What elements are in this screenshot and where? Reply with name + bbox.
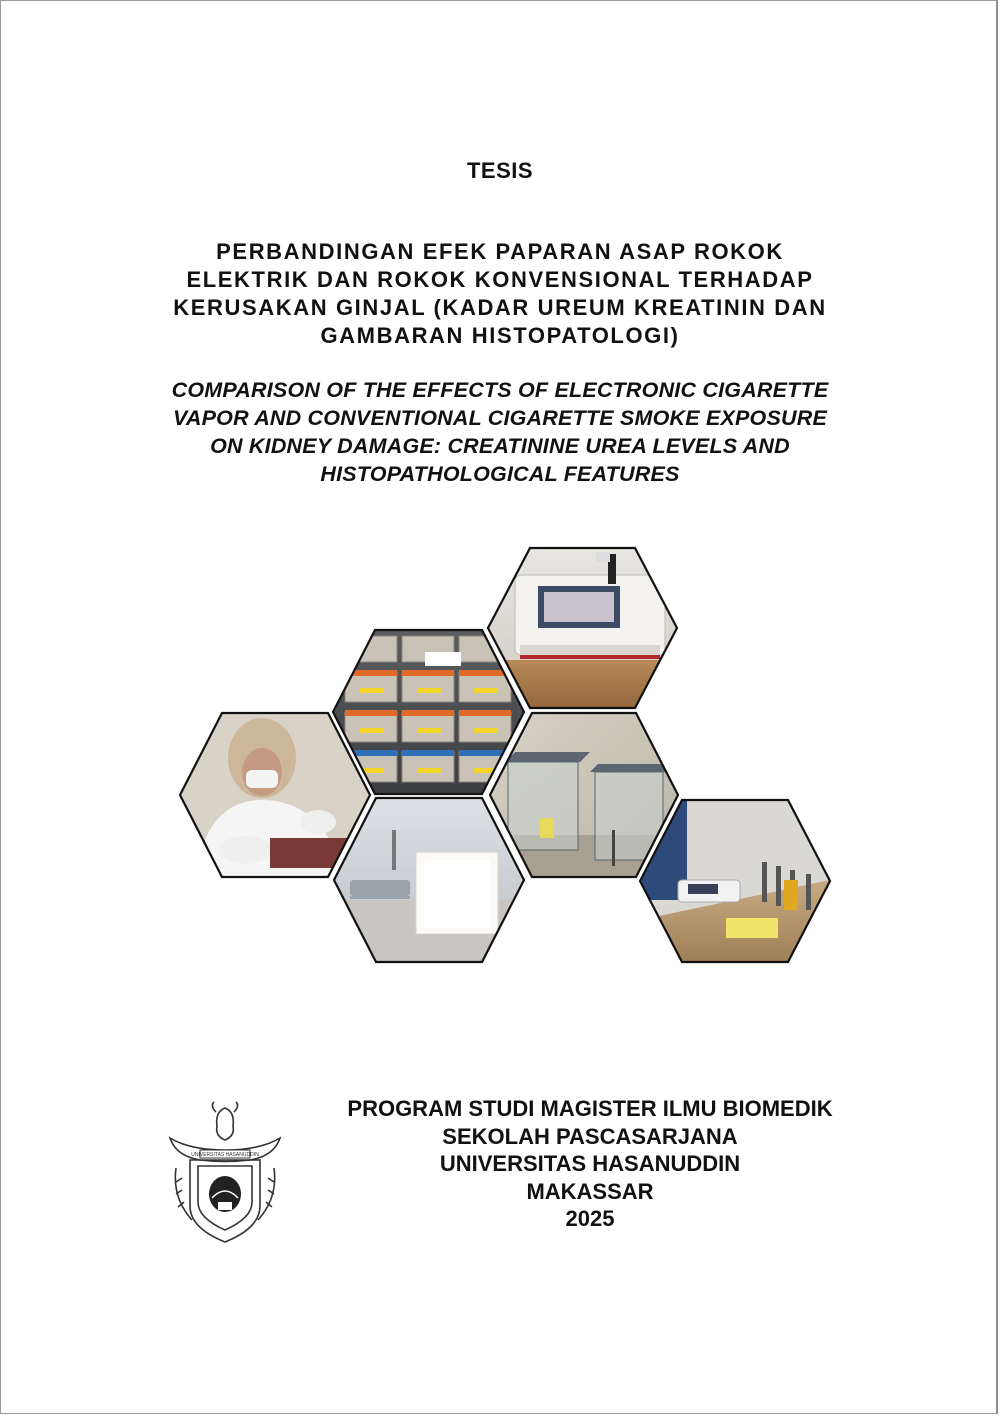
title-en-line: HISTOPATHOLOGICAL FEATURES <box>320 462 680 486</box>
title-indonesian <box>90 238 910 350</box>
university-name: UNIVERSITAS HASANUDDIN <box>439 1151 741 1176</box>
title-id-line: GAMBARAN HISTOPATOLOGI) <box>320 323 680 348</box>
program-name: PROGRAM STUDI MAGISTER ILMU BIOMEDIK <box>347 1096 833 1121</box>
publication-year: 2025 <box>565 1206 615 1231</box>
title-en-line: VAPOR AND CONVENTIONAL CIGARETTE SMOKE EXPOSURE <box>172 406 828 430</box>
university-seal-icon <box>160 1098 290 1250</box>
title-id-line: ELEKTRIK DAN ROKOK KONVENSIONAL TERHADAP <box>186 267 814 292</box>
document-type-label: TESIS <box>466 158 534 183</box>
city-name: MAKASSAR <box>526 1178 654 1204</box>
logo-text: UNIVERSITAS HASANUDDIN <box>191 1152 259 1158</box>
school-name: SEKOLAH PASCASARJANA <box>442 1123 738 1149</box>
title-id-line: KERUSAKAN GINJAL (KADAR UREUM KREATININ DAN <box>173 295 827 320</box>
title-en-line: ON KIDNEY DAMAGE: CREATININE UREA LEVELS AND <box>210 434 790 458</box>
title-id-line: PERBANDINGAN EFEK PAPARAN ASAP ROKOK <box>216 239 784 264</box>
institution-block <box>290 1095 890 1233</box>
title-english <box>90 376 910 488</box>
title-en-line: COMPARISON OF THE EFFECTS OF ELECTRONIC CIGARETTE <box>171 378 829 402</box>
